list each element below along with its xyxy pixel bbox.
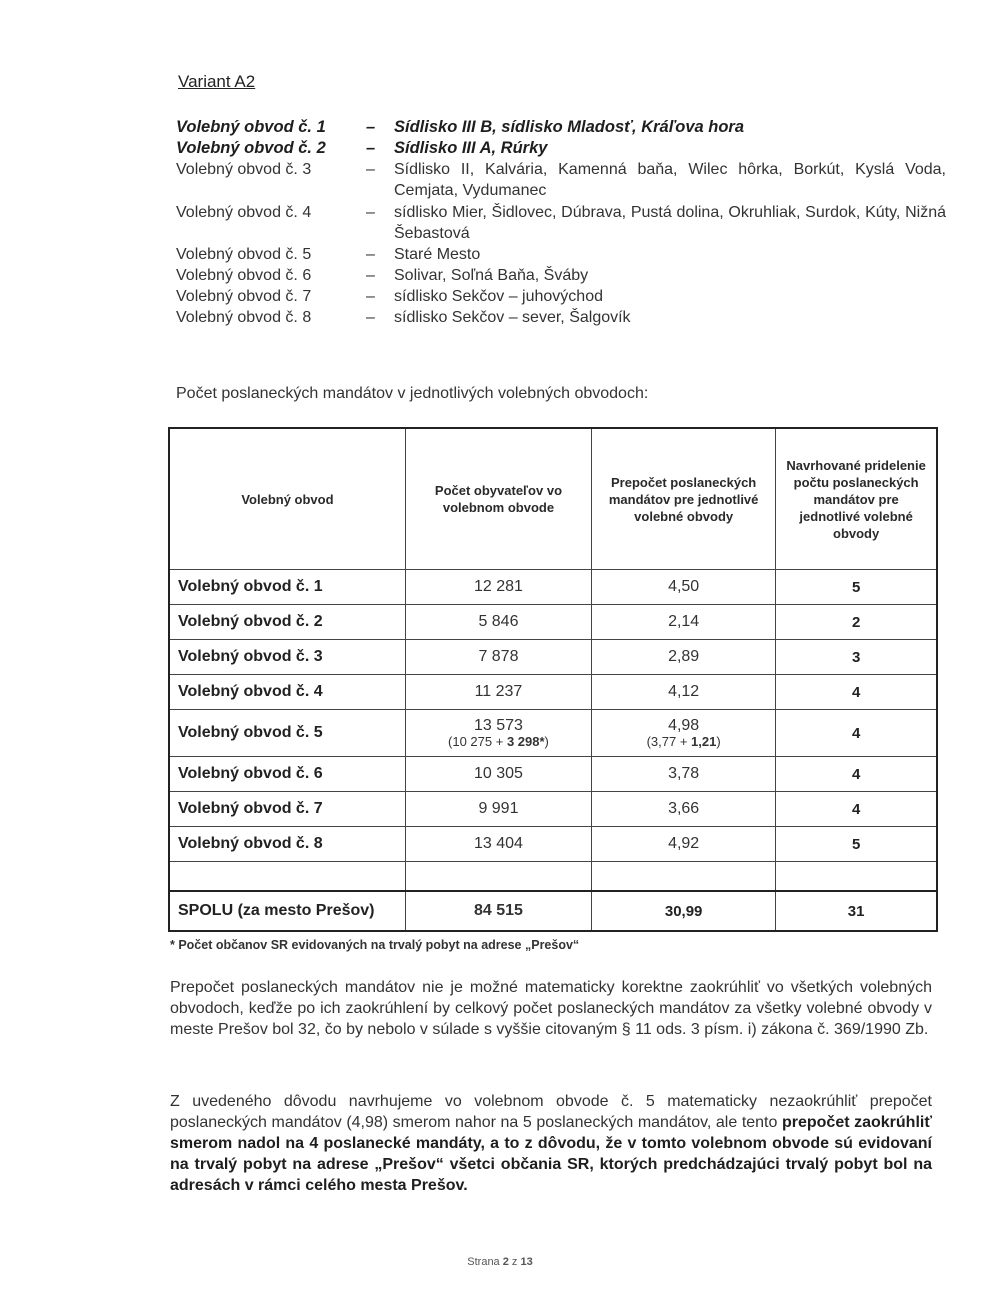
mandates-cell: 4 [776,792,937,827]
total-population-cell: 84 515 [405,891,591,931]
district-description: Staré Mesto [394,246,481,263]
district-item [176,265,956,286]
dash: – [366,309,375,326]
mandates-cell: 5 [776,827,937,862]
breakdown-part: (3,77 + [646,734,692,749]
district-item [176,159,956,201]
district-item [176,138,956,159]
population-cell: 10 305 [405,757,591,792]
breakdown-bold-part: 1,21 [691,734,717,749]
population-value: 13 573 [473,717,523,734]
population-cell: 11 237 [405,675,591,710]
table-row [169,605,937,640]
dash: – [366,288,375,305]
district-cell: Volebný obvod č. 6 [169,757,405,792]
district-item [176,286,956,307]
breakdown-part: ) [716,734,721,749]
table-row [169,675,937,710]
page-number-prefix: Strana [467,1256,503,1268]
mandates-cell: 2 [776,605,937,640]
calculation-cell: 3,66 [592,792,776,827]
mandates-table [168,427,938,932]
calculation-cell: 2,14 [592,605,776,640]
district-list [176,117,956,328]
table-row [169,570,937,605]
header-district: Volebný obvod [169,428,405,570]
variant-title: Variant A2 [178,72,256,91]
header-proposed-mandates: Navrhované pridelenie počtu poslaneckých mandátov pre jednotlivé volebné obvody [776,428,937,570]
header-population: Počet obyvateľov vo volebnom obvode [405,428,591,570]
district-item [176,202,956,244]
dash: – [366,246,375,263]
district-item [176,307,956,328]
district-name: Volebný obvod č. 8 [176,309,312,326]
district-description: Sídlisko II, Kalvária, Kamenná baňa, Wilec hôrka, Borkút, Kyslá Voda, Cemjata, Vydumanec [394,161,946,199]
district-name: Volebný obvod č. 7 [176,288,312,305]
calculation-cell: 4,50 [592,570,776,605]
paragraph-rounding: Prepočet poslaneckých mandátov nie je možné matematicky korektne zaokrúhliť vo všetkých volebných obvodoch, keďže po ich zaokrúhlení by celkový počet poslaneckých mandátov za všetky volebné obvody v meste Prešov bol 32, čo by nebolo v súlade s vyššie citovaným § 11 ods. 3 písm. i) zákona č. 369/1990 Zb. [170,979,932,1038]
total-calculation-cell: 30,99 [592,891,776,931]
dash: – [366,118,376,136]
paragraph-proposal [170,1091,932,1196]
population-breakdown [414,735,583,749]
district-item [176,117,956,138]
breakdown-part: ) [544,734,549,749]
dash: – [366,204,375,221]
district-name: Volebný obvod č. 3 [176,161,312,178]
district-name: Volebný obvod č. 5 [176,246,312,263]
district-name: Volebný obvod č. 1 [176,118,326,136]
dash: – [366,161,375,178]
calculation-cell: 3,78 [592,757,776,792]
header-calculation: Prepočet poslaneckých mandátov pre jednotlivé volebné obvody [592,428,776,570]
population-cell [405,710,591,757]
district-name: Volebný obvod č. 2 [176,139,326,157]
district-name: Volebný obvod č. 4 [176,204,312,221]
calculation-cell: 2,89 [592,640,776,675]
district-description: sídlisko Mier, Šidlovec, Dúbrava, Pustá dolina, Okruhliak, Surdok, Kúty, Nižná Šebastová [394,204,946,242]
district-description: sídlisko Sekčov – juhovýchod [394,288,603,305]
table-row [169,792,937,827]
breakdown-bold-part: 3 298* [506,734,545,749]
page-number [0,1256,1000,1268]
table-row [169,757,937,792]
table-header-row [169,428,937,570]
district-description: Sídlisko III A, Rúrky [394,139,548,157]
population-cell: 7 878 [405,640,591,675]
district-cell: Volebný obvod č. 4 [169,675,405,710]
table-row [169,640,937,675]
district-description: sídlisko Sekčov – sever, Šalgovík [394,309,631,326]
mandates-cell: 4 [776,675,937,710]
district-cell: Volebný obvod č. 7 [169,792,405,827]
page-current: 2 [502,1256,509,1268]
table-footnote: * Počet občanov SR evidovaných na trvalý pobyt na adrese „Prešov“ [170,938,580,952]
mandates-cell: 3 [776,640,937,675]
mandates-cell: 4 [776,757,937,792]
calculation-cell [592,710,776,757]
population-cell: 9 991 [405,792,591,827]
page-total: 13 [520,1256,533,1268]
population-cell: 13 404 [405,827,591,862]
mandates-cell: 5 [776,570,937,605]
mandates-cell: 4 [776,710,937,757]
page-separator: z [508,1256,521,1268]
district-name: Volebný obvod č. 6 [176,267,312,284]
district-description: Sídlisko III B, sídlisko Mladosť, Kráľova hora [394,118,745,136]
district-cell: Volebný obvod č. 1 [169,570,405,605]
calculation-cell: 4,92 [592,827,776,862]
calculation-cell: 4,12 [592,675,776,710]
total-label-cell: SPOLU (za mesto Prešov) [169,891,405,931]
district-cell: Volebný obvod č. 8 [169,827,405,862]
district-item [176,244,956,265]
district-cell: Volebný obvod č. 3 [169,640,405,675]
population-cell: 5 846 [405,605,591,640]
paragraph-emphasis: prepočet zaokrúhliť smerom nadol na 4 poslanecké mandáty, a to z dôvodu, že v tomto volebnom obvode sú evidovaní na trvalý pobyt na adrese „Prešov“ všetci občania SR, ktorých predchádzajúci trvalý pobyt bol na adresách v rámci celého mesta Prešov. [170,1114,932,1194]
district-cell: Volebný obvod č. 5 [169,710,405,757]
table-total-row [169,891,937,931]
table-row [169,710,937,757]
table-intro: Počet poslaneckých mandátov v jednotlivých volebných obvodoch: [176,385,649,402]
calculation-breakdown [600,735,767,749]
population-cell: 12 281 [405,570,591,605]
dash: – [366,267,375,284]
district-cell: Volebný obvod č. 2 [169,605,405,640]
table-row [169,827,937,862]
dash: – [366,139,376,157]
paragraph-text: Z uvedeného dôvodu navrhujeme vo volebnom obvode č. 5 matematicky nezaokrúhliť prepočet poslaneckých mandátov (4,98) smerom nahor na 5 poslaneckých mandátov, ale tento [170,1093,932,1131]
calculation-value: 4,98 [668,717,700,734]
breakdown-part: (10 275 + [448,734,507,749]
district-description: Solivar, Soľná Baňa, Šváby [394,267,589,284]
total-mandates-cell: 31 [776,891,937,931]
table-spacer-row [169,862,937,892]
